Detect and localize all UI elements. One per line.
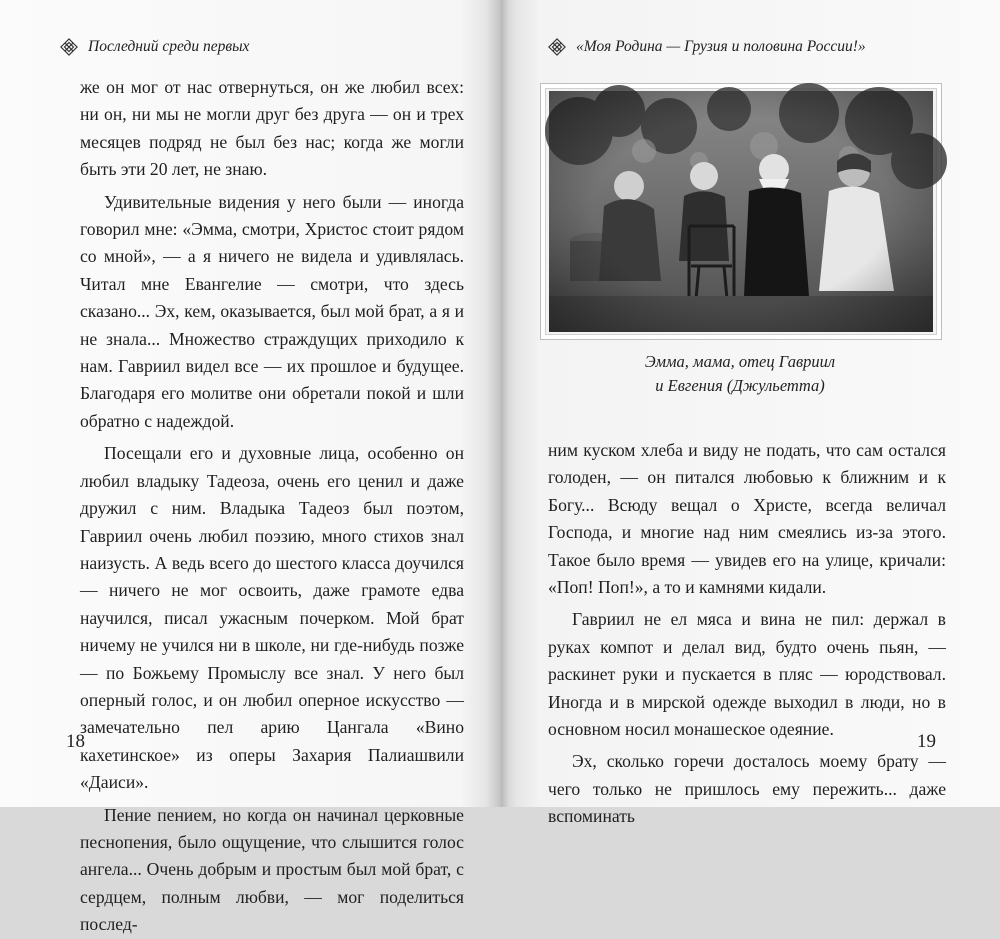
right-running-head bbox=[548, 38, 866, 56]
running-head-title: Последний среди первых bbox=[88, 38, 250, 55]
left-body-text bbox=[80, 74, 464, 939]
paragraph: же он мог от нас отвернуться, он же любил всех: ни он, ни мы не могли друг без друга — он и трех месяцев подряд не был без нас; когда же могли быть эти 20 лет, не знаю. bbox=[80, 77, 464, 180]
caption-line: Эмма, мама, отец Гавриил bbox=[644, 352, 836, 371]
paragraph: Гавриил не ел мяса и вина не пил: держал в руках компот и делал вид, будто очень пьян, — раскинет руки и пускается в пляс — юродствовал. Иногда и в мирской одежде выходил в люди, но в основном носил монашеское одеяние. bbox=[548, 609, 946, 740]
family-photo bbox=[549, 91, 933, 332]
paragraph: Посещали его и духовные лица, особенно он любил владыку Тадеоза, очень его ценил и даже дружил с ним. Владыка Тадеоз был поэтом, Гавриил очень любил поэзию, много стихов знал наизусть. А ведь всего до шестого класса доучился — ничего не мог освоить, даже грамоте едва научился, писал ужасным почерком. Мой брат ничему не учился ни в школе, ни где-нибудь позже — по Божьему Промыслу все знал. У него был оперный голос, и он любил оперное искусство — замечательно пел арию Цангала «Вино кахетинское» из оперы Захария Палиашвили «Даиси». bbox=[80, 443, 464, 793]
page-number: 19 bbox=[917, 731, 936, 752]
celtic-knot-icon bbox=[548, 38, 566, 56]
paragraph: Эх, сколько горечи досталось моему брату — чего только не пришлось ему пережить... даже вспоминать bbox=[548, 751, 946, 827]
caption-line: и Евгения (Джульетта) bbox=[655, 376, 825, 395]
photo-caption bbox=[520, 350, 960, 398]
left-page bbox=[0, 0, 500, 935]
right-body-text bbox=[548, 437, 946, 831]
photo-frame bbox=[540, 83, 942, 340]
right-page bbox=[500, 0, 1000, 827]
running-head-title: «Моя Родина — Грузия и половина России!» bbox=[576, 38, 866, 55]
paragraph: Пение пением, но когда он начинал церковные песнопения, было ощущение, что слышится голос ангела... Очень добрым и простым был мой брат, с сердцем, полным любви, — мог поделиться послед- bbox=[80, 804, 464, 935]
left-running-head bbox=[60, 38, 249, 56]
paragraph: Удивительные видения у него были — иногда говорил мне: «Эмма, смотри, Христос стоит рядом со мной», — а я ничего не видела и удивлялась. Читал мне Евангелие — смотри, что здесь сказано... Эх, кем, оказывается, был мой брат, а я и не знала... Множество страждущих приходило к нам. Гавриил видел все — их прошлое и будущее. Благодаря его молитве они обретали покой и шли обратно с надеждой. bbox=[80, 191, 464, 431]
page-number: 18 bbox=[66, 731, 85, 752]
celtic-knot-icon bbox=[60, 38, 78, 56]
photo-of-four-people-seated-in-garden-icon bbox=[549, 91, 933, 332]
paragraph: ним куском хлеба и виду не подать, что сам остался голоден, — он питался любовью к ближним и к Богу... Всюду вещал о Христе, всегда величал Господа, и многие над ним смеялись из-за этого. Такое было время — увидев его на улице, кричали: «Поп! Поп!», а то и камнями кидали. bbox=[548, 440, 946, 598]
